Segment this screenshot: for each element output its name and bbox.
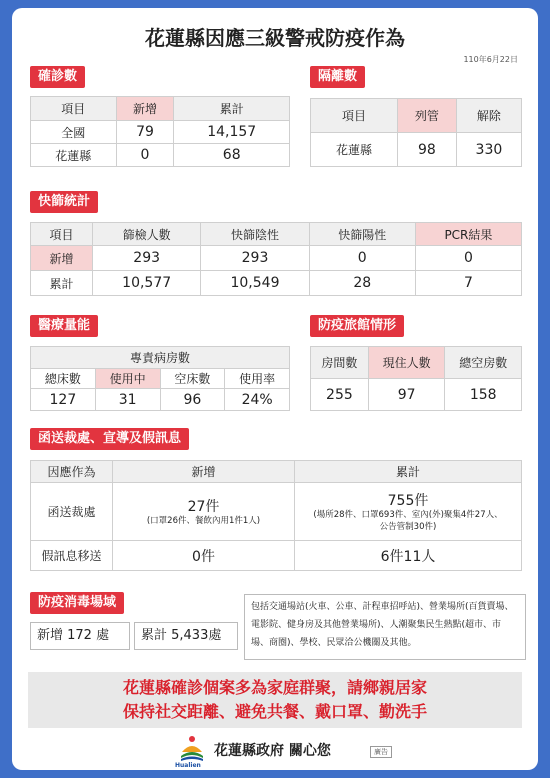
reminder-banner [28, 672, 522, 728]
rapid-col-tested: 篩檢人數 [93, 223, 201, 246]
infographic-card [12, 8, 538, 770]
quarantine-table [310, 98, 522, 167]
penalty-table [30, 460, 522, 571]
table-row [31, 271, 522, 296]
confirmed-table [30, 96, 290, 167]
banner-line: 花蓮縣確診個案多為家庭群聚，請鄉親居家 [122, 678, 427, 697]
quarantine-col-item: 項目 [311, 99, 398, 133]
rapid-cell: 0 [309, 246, 415, 271]
hotel-col: 現住人數 [368, 347, 445, 379]
table-row [31, 541, 522, 571]
table-row [31, 483, 522, 541]
section-header-confirmed: 確診數 [30, 66, 85, 88]
page-title: 花蓮縣因應三級警戒防疫作為 [145, 26, 405, 50]
section-header-hotel: 防疫旅館情形 [310, 315, 404, 337]
confirmed-row-new: 79 [116, 121, 174, 144]
confirmed-row-total: 14,157 [174, 121, 290, 144]
rapid-col-pcr: PCR結果 [415, 223, 521, 246]
medical-cell: 96 [160, 389, 225, 411]
section-header-medical: 醫療量能 [30, 315, 98, 337]
medical-col: 使用中 [95, 369, 160, 389]
rapid-cell: 0 [415, 246, 521, 271]
table-row [31, 246, 522, 271]
rapid-cell: 293 [201, 246, 309, 271]
hotel-table [310, 346, 522, 411]
penalty-col: 因應作為 [31, 461, 113, 483]
confirmed-col-new: 新增 [116, 97, 174, 121]
quarantine-col-released: 解除 [456, 99, 521, 133]
rapid-col-negative: 快篩陰性 [201, 223, 309, 246]
medical-col: 使用率 [225, 369, 290, 389]
quarantine-row-name: 花蓮縣 [311, 133, 398, 167]
rapid-col-item: 項目 [31, 223, 93, 246]
rapid-row-name: 累計 [31, 271, 93, 296]
government-label: 花蓮縣政府 關心您 [214, 743, 331, 759]
rapid-cell: 10,549 [201, 271, 309, 296]
medical-table [30, 346, 290, 411]
penalty-total-main: 755件 [387, 493, 429, 510]
penalty-new-sub: (口罩26件、餐飲內用1件1人) [146, 515, 261, 526]
confirmed-row-total: 68 [174, 144, 290, 167]
table-row [311, 133, 522, 167]
rapid-cell: 293 [93, 246, 201, 271]
section-header-disinfect: 防疫消毒場域 [30, 592, 124, 614]
confirmed-row-name: 全國 [31, 121, 117, 144]
penalty-total-sub: 公告管制30件) [379, 521, 437, 532]
confirmed-col-total: 累計 [174, 97, 290, 121]
date-label: 110年6月22日 [463, 55, 518, 64]
penalty-row-total: 6件11人 [295, 541, 522, 571]
penalty-new-main: 27件 [187, 498, 220, 515]
rapid-cell: 10,577 [93, 271, 201, 296]
hotel-cell: 255 [311, 379, 369, 411]
hotel-cell: 158 [445, 379, 522, 411]
table-row [31, 389, 290, 411]
footer [12, 740, 538, 769]
penalty-new-cell [113, 483, 295, 541]
rapid-col-positive: 快篩陽性 [309, 223, 415, 246]
medical-cell: 24% [225, 389, 290, 411]
confirmed-col-item: 項目 [31, 97, 117, 121]
penalty-total-cell [295, 483, 522, 541]
medical-col: 總床數 [31, 369, 96, 389]
medical-cell: 127 [31, 389, 96, 411]
penalty-total-sub: (場所28件、口罩693件、室內(外)聚集4件27人、 [313, 510, 503, 521]
disinfect-note: 包括交通場站(火車、公車、計程車招呼站)、營業場所(百貨賣場、電影院、健身房及其他營業場所)、人潮聚集民生熱點(超市、市場、商圈)、學校、民眾洽公機關及其他。 [244, 594, 526, 660]
section-header-rapid: 快篩統計 [30, 191, 98, 213]
table-row [311, 379, 522, 411]
section-header-penalty: 函送裁處、宣導及假訊息 [30, 428, 189, 450]
medical-subheader: 專責病房數 [31, 347, 290, 369]
penalty-col: 累計 [295, 461, 522, 483]
quarantine-col-managed: 列管 [398, 99, 457, 133]
confirmed-row-name: 花蓮縣 [31, 144, 117, 167]
penalty-row-new: 0件 [113, 541, 295, 571]
medical-col: 空床數 [160, 369, 225, 389]
hotel-col: 房間數 [311, 347, 369, 379]
hotel-col: 總空房數 [445, 347, 522, 379]
confirmed-row-new: 0 [116, 144, 174, 167]
rapid-row-name: 新增 [31, 246, 93, 271]
ad-label: 廣告 [370, 746, 392, 758]
medical-cell: 31 [95, 389, 160, 411]
section-header-quarantine: 隔離數 [310, 66, 365, 88]
hualien-logo-icon [177, 734, 207, 764]
penalty-col: 新增 [113, 461, 295, 483]
rapid-table [30, 222, 522, 296]
disinfect-total: 累計 5,433處 [134, 622, 238, 650]
penalty-row-name: 假訊息移送 [31, 541, 113, 571]
quarantine-row-released: 330 [456, 133, 521, 167]
logo-text: Hualien [175, 762, 201, 769]
table-row [31, 121, 290, 144]
banner-line: 保持社交距離、避免共餐、戴口罩、勤洗手 [122, 702, 427, 721]
disinfect-new: 新增 172 處 [30, 622, 130, 650]
table-row [31, 144, 290, 167]
quarantine-row-managed: 98 [398, 133, 457, 167]
hotel-cell: 97 [368, 379, 445, 411]
rapid-cell: 7 [415, 271, 521, 296]
penalty-row-name: 函送裁處 [31, 483, 113, 541]
rapid-cell: 28 [309, 271, 415, 296]
